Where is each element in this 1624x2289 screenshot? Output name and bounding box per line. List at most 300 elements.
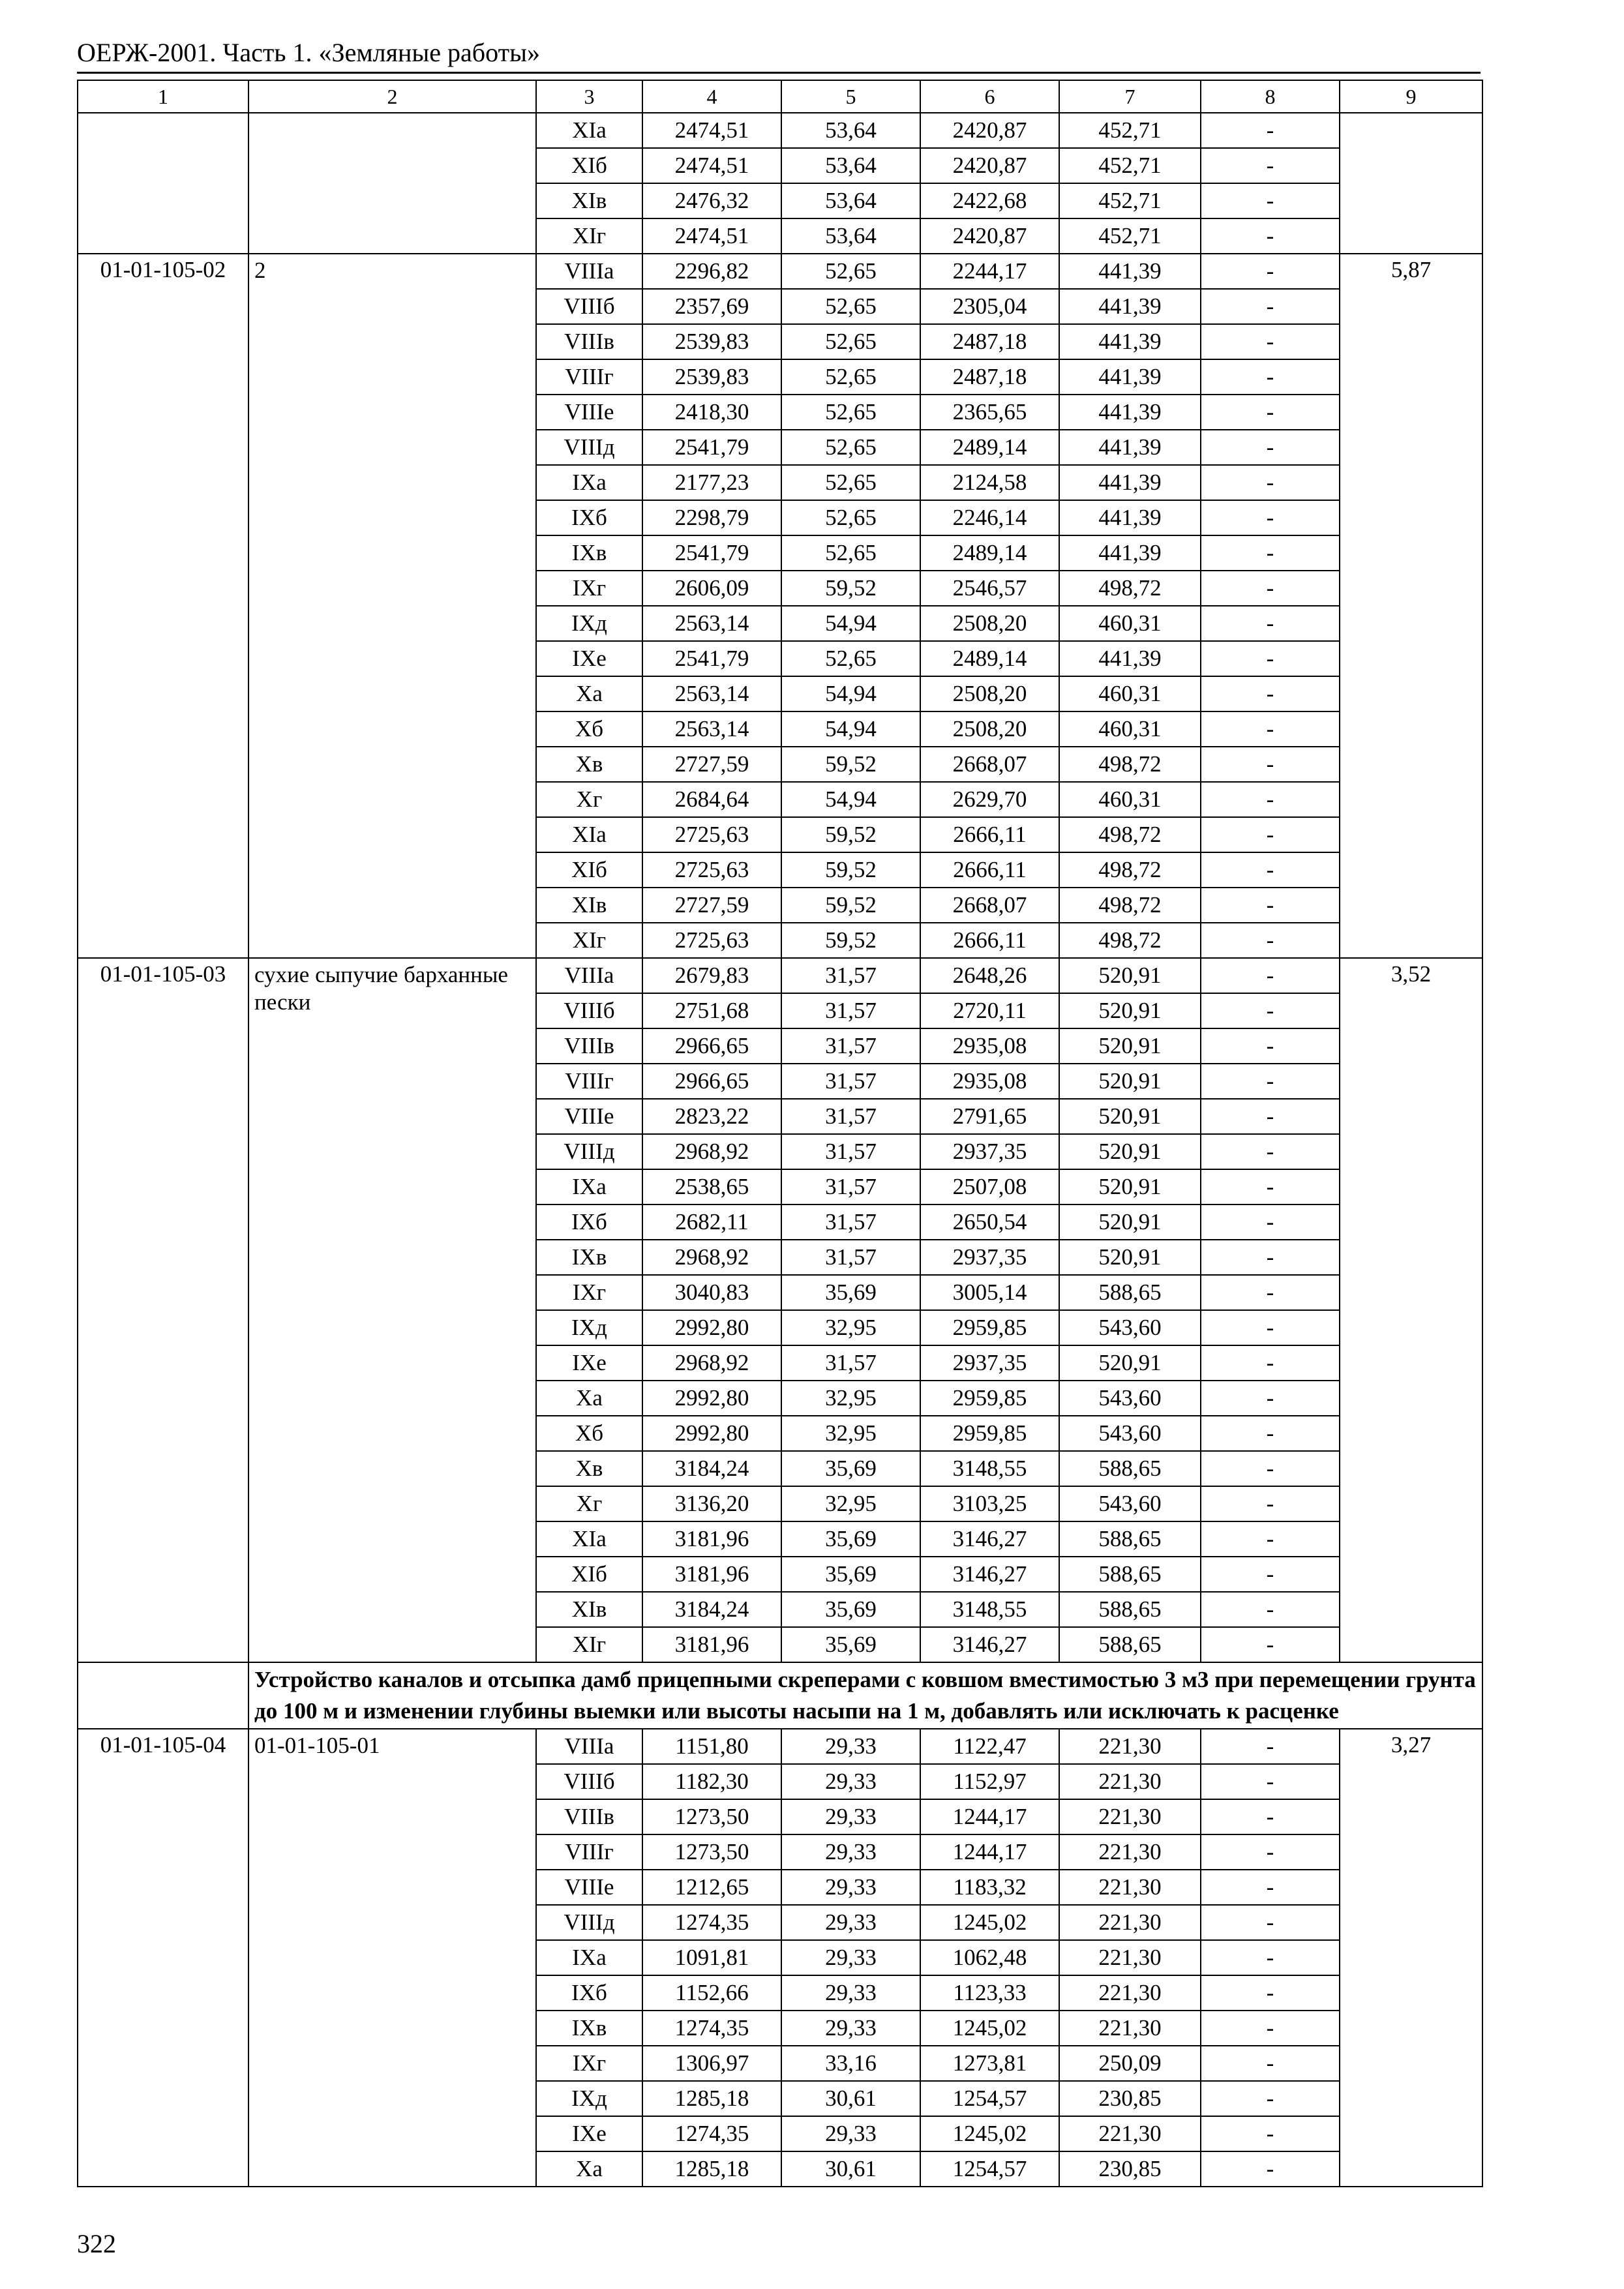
table-cell: 3181,96 (642, 1557, 781, 1592)
rate-name: 2 (248, 254, 536, 958)
table-cell: - (1201, 218, 1340, 254)
table-cell: - (1201, 1729, 1340, 1764)
table-cell: 31,57 (781, 993, 920, 1028)
table-cell: IXд (536, 1310, 642, 1345)
table-cell: 52,65 (781, 395, 920, 430)
table-cell: XIв (536, 183, 642, 218)
table-cell: 452,71 (1059, 113, 1201, 148)
table-cell: 441,39 (1059, 430, 1201, 465)
table-cell: 1254,57 (920, 2151, 1059, 2187)
column-number: 5 (781, 80, 920, 113)
table-cell: 2668,07 (920, 888, 1059, 923)
table-cell: 498,72 (1059, 852, 1201, 888)
table-cell: 29,33 (781, 2116, 920, 2151)
table-cell: 31,57 (781, 1028, 920, 1064)
table-cell: IXа (536, 465, 642, 500)
table-cell: - (1201, 1905, 1340, 1940)
table-cell: 498,72 (1059, 747, 1201, 782)
section-heading: Устройство каналов и отсыпка дамб прицепными скреперами с ковшом вместимостью 3 м3 при перемещении грунта до 100 м и изменении глубины выемки или высоты насыпи на 1 м, добавлять или исключать к расценке (248, 1662, 1482, 1729)
table-cell: 2508,20 (920, 676, 1059, 711)
table-cell: VIIIб (536, 993, 642, 1028)
table-cell: 2679,83 (642, 958, 781, 993)
table-cell: 2422,68 (920, 183, 1059, 218)
table-cell: - (1201, 993, 1340, 1028)
table-cell: 31,57 (781, 1134, 920, 1169)
table-cell: 2563,14 (642, 606, 781, 641)
table-cell: 1273,50 (642, 1799, 781, 1834)
table-cell: 1062,48 (920, 1940, 1059, 1975)
table-cell: 2968,92 (642, 1134, 781, 1169)
table-cell: 441,39 (1059, 289, 1201, 324)
table-cell: 2489,14 (920, 641, 1059, 676)
table-cell: XIа (536, 1521, 642, 1557)
table-cell: 221,30 (1059, 1834, 1201, 1870)
table-cell: 30,61 (781, 2151, 920, 2187)
table-cell: 1273,81 (920, 2046, 1059, 2081)
table-cell: 1182,30 (642, 1764, 781, 1799)
table-cell: - (1201, 1169, 1340, 1204)
table-cell: - (1201, 1451, 1340, 1486)
table-cell: 520,91 (1059, 1099, 1201, 1134)
table-cell: 54,94 (781, 711, 920, 747)
table-cell: 52,65 (781, 289, 920, 324)
table-cell: 2668,07 (920, 747, 1059, 782)
table-cell: - (1201, 958, 1340, 993)
table-cell: 54,94 (781, 676, 920, 711)
table-cell: 520,91 (1059, 958, 1201, 993)
table-cell: - (1201, 888, 1340, 923)
header-rule (77, 72, 1481, 74)
table-cell: 2541,79 (642, 535, 781, 571)
table-cell: 2508,20 (920, 711, 1059, 747)
table-cell: 588,65 (1059, 1275, 1201, 1310)
table-cell: 2563,14 (642, 676, 781, 711)
table-cell: 54,94 (781, 606, 920, 641)
table-cell: IXв (536, 1240, 642, 1275)
table-cell: 2418,30 (642, 395, 781, 430)
table-cell: Xа (536, 1381, 642, 1416)
table-cell: 35,69 (781, 1592, 920, 1627)
table-cell: 3181,96 (642, 1627, 781, 1662)
table-cell: 498,72 (1059, 888, 1201, 923)
table-cell: 2968,92 (642, 1240, 781, 1275)
table-cell: 2727,59 (642, 888, 781, 923)
table-cell: 1274,35 (642, 2116, 781, 2151)
table-cell: 230,85 (1059, 2081, 1201, 2116)
table-cell: 2751,68 (642, 993, 781, 1028)
table-cell: Xа (536, 2151, 642, 2187)
table-cell: 2992,80 (642, 1310, 781, 1345)
table-cell: - (1201, 1099, 1340, 1134)
table-cell: XIг (536, 1627, 642, 1662)
table-cell: - (1201, 1381, 1340, 1416)
table-cell: 2305,04 (920, 289, 1059, 324)
table-cell: 35,69 (781, 1451, 920, 1486)
table-cell: 2420,87 (920, 113, 1059, 148)
table-cell: 2296,82 (642, 254, 781, 289)
table-cell: - (1201, 1345, 1340, 1381)
rate-coefficient (1340, 113, 1482, 254)
table-row (78, 113, 1482, 148)
table-cell: - (1201, 2151, 1340, 2187)
table-cell: 1091,81 (642, 1940, 781, 1975)
table-cell: 498,72 (1059, 571, 1201, 606)
table-cell: - (1201, 324, 1340, 359)
table-cell: - (1201, 1028, 1340, 1064)
table-cell: IXг (536, 571, 642, 606)
table-cell: - (1201, 289, 1340, 324)
rate-name: сухие сыпучие барханные пески (248, 958, 536, 1662)
column-number: 7 (1059, 80, 1201, 113)
table-cell: - (1201, 606, 1340, 641)
table-cell: IXб (536, 1975, 642, 2011)
table-cell: 441,39 (1059, 641, 1201, 676)
table-cell: 29,33 (781, 1905, 920, 1940)
table-cell: 1152,66 (642, 1975, 781, 2011)
table-cell: IXг (536, 1275, 642, 1310)
table-cell: 52,65 (781, 359, 920, 395)
table-cell: Xб (536, 1416, 642, 1451)
table-cell: 3146,27 (920, 1557, 1059, 1592)
table-cell: 3136,20 (642, 1486, 781, 1521)
table-cell: VIIIа (536, 958, 642, 993)
table-cell: VIIIб (536, 1764, 642, 1799)
table-cell: 2791,65 (920, 1099, 1059, 1134)
table-cell: 32,95 (781, 1416, 920, 1451)
table-cell: 59,52 (781, 747, 920, 782)
table-cell: 441,39 (1059, 254, 1201, 289)
table-cell: - (1201, 676, 1340, 711)
table-cell: 29,33 (781, 1834, 920, 1870)
table-cell: - (1201, 1557, 1340, 1592)
table-cell: - (1201, 747, 1340, 782)
table-cell: Xа (536, 676, 642, 711)
column-number: 8 (1201, 80, 1340, 113)
rate-coefficient: 3,52 (1340, 958, 1482, 1662)
table-cell: 29,33 (781, 1729, 920, 1764)
table-cell: 35,69 (781, 1521, 920, 1557)
table-cell: - (1201, 1240, 1340, 1275)
table-cell: 2966,65 (642, 1064, 781, 1099)
table-cell: - (1201, 359, 1340, 395)
table-cell: 2992,80 (642, 1381, 781, 1416)
table-cell: 520,91 (1059, 1345, 1201, 1381)
table-cell: 52,65 (781, 641, 920, 676)
table-cell: 2666,11 (920, 923, 1059, 958)
table-cell: 1285,18 (642, 2081, 781, 2116)
table-cell: 520,91 (1059, 993, 1201, 1028)
table-cell: 54,94 (781, 782, 920, 817)
table-cell: 230,85 (1059, 2151, 1201, 2187)
table-cell: 2539,83 (642, 324, 781, 359)
table-cell: 2606,09 (642, 571, 781, 606)
table-cell: 452,71 (1059, 183, 1201, 218)
table-cell: VIIIв (536, 1799, 642, 1834)
table-cell: XIв (536, 888, 642, 923)
table-cell: 31,57 (781, 1064, 920, 1099)
table-cell: 31,57 (781, 1240, 920, 1275)
table-cell: 588,65 (1059, 1592, 1201, 1627)
table-cell: 29,33 (781, 1975, 920, 2011)
section-heading-spacer (78, 1662, 248, 1729)
table-cell: 53,64 (781, 218, 920, 254)
table-cell: - (1201, 465, 1340, 500)
table-cell: 543,60 (1059, 1310, 1201, 1345)
table-cell: - (1201, 1799, 1340, 1834)
table-cell: XIб (536, 148, 642, 183)
table-cell: 2489,14 (920, 430, 1059, 465)
table-cell: 452,71 (1059, 218, 1201, 254)
table-cell: 2298,79 (642, 500, 781, 535)
table-cell: 2474,51 (642, 113, 781, 148)
table-cell: 2823,22 (642, 1099, 781, 1134)
table-cell: 1273,50 (642, 1834, 781, 1870)
column-number: 9 (1340, 80, 1482, 113)
table-cell: - (1201, 254, 1340, 289)
table-cell: - (1201, 2011, 1340, 2046)
table-body (78, 80, 1482, 2187)
table-cell: - (1201, 1064, 1340, 1099)
page-number: 322 (77, 2229, 116, 2258)
table-cell: 2725,63 (642, 852, 781, 888)
table-cell: 29,33 (781, 1799, 920, 1834)
table-cell: 441,39 (1059, 535, 1201, 571)
table-cell: 32,95 (781, 1381, 920, 1416)
table-cell: 588,65 (1059, 1557, 1201, 1592)
table-cell: 35,69 (781, 1557, 920, 1592)
table-cell: 35,69 (781, 1627, 920, 1662)
table-cell: 1274,35 (642, 1905, 781, 1940)
table-cell: 2420,87 (920, 218, 1059, 254)
table-cell: - (1201, 641, 1340, 676)
table-row (78, 1729, 1482, 1764)
table-cell: 2629,70 (920, 782, 1059, 817)
table-cell: 2937,35 (920, 1134, 1059, 1169)
table-cell: 2650,54 (920, 1204, 1059, 1240)
table-cell: 520,91 (1059, 1204, 1201, 1240)
table-cell: 520,91 (1059, 1028, 1201, 1064)
table-cell: VIIIд (536, 1134, 642, 1169)
table-cell: 35,69 (781, 1275, 920, 1310)
table-cell: - (1201, 1521, 1340, 1557)
table-cell: - (1201, 1592, 1340, 1627)
table-cell: VIIIг (536, 1834, 642, 1870)
table-cell: 1122,47 (920, 1729, 1059, 1764)
table-cell: 2244,17 (920, 254, 1059, 289)
table-cell: 2959,85 (920, 1416, 1059, 1451)
table-cell: VIIIа (536, 254, 642, 289)
table-cell: IXе (536, 2116, 642, 2151)
rate-name: 01-01-105-01 (248, 1729, 536, 2187)
table-cell: - (1201, 1416, 1340, 1451)
table-cell: VIIIд (536, 1905, 642, 1940)
table-cell: 31,57 (781, 1099, 920, 1134)
table-cell: 1245,02 (920, 2116, 1059, 2151)
table-cell: 3184,24 (642, 1451, 781, 1486)
table-cell: - (1201, 923, 1340, 958)
table-cell: - (1201, 148, 1340, 183)
table-cell: 2487,18 (920, 324, 1059, 359)
table-cell: IXб (536, 1204, 642, 1240)
table-cell: 1306,97 (642, 2046, 781, 2081)
rate-name (248, 113, 536, 254)
table-cell: 2541,79 (642, 430, 781, 465)
table-cell: XIг (536, 218, 642, 254)
table-cell: 2357,69 (642, 289, 781, 324)
table-cell: 2935,08 (920, 1028, 1059, 1064)
table-cell: - (1201, 1310, 1340, 1345)
table-cell: 3181,96 (642, 1521, 781, 1557)
table-cell: - (1201, 2116, 1340, 2151)
table-cell: - (1201, 2046, 1340, 2081)
table-cell: - (1201, 817, 1340, 852)
table-cell: VIIIг (536, 1064, 642, 1099)
table-cell: VIIIб (536, 289, 642, 324)
table-cell: 52,65 (781, 430, 920, 465)
table-cell: VIIIе (536, 1099, 642, 1134)
table-cell: 460,31 (1059, 676, 1201, 711)
table-cell: 2476,32 (642, 183, 781, 218)
table-cell: IXа (536, 1940, 642, 1975)
table-cell: 221,30 (1059, 1975, 1201, 2011)
table-cell: XIа (536, 817, 642, 852)
table-cell: 32,95 (781, 1310, 920, 1345)
table-cell: 29,33 (781, 2011, 920, 2046)
table-cell: 52,65 (781, 254, 920, 289)
table-cell: - (1201, 395, 1340, 430)
table-cell: 52,65 (781, 465, 920, 500)
table-cell: 2959,85 (920, 1310, 1059, 1345)
rate-code: 01-01-105-03 (78, 958, 248, 1662)
table-cell: 2937,35 (920, 1345, 1059, 1381)
table-cell: 2489,14 (920, 535, 1059, 571)
page-header-title: ОЕРЖ-2001. Часть 1. «Земляные работы» (77, 38, 540, 67)
table-cell: - (1201, 711, 1340, 747)
table-cell: 543,60 (1059, 1416, 1201, 1451)
table-cell: - (1201, 1940, 1340, 1975)
table-cell: 2682,11 (642, 1204, 781, 1240)
table-cell: 460,31 (1059, 606, 1201, 641)
table-cell: 1183,32 (920, 1870, 1059, 1905)
table-cell: 2666,11 (920, 852, 1059, 888)
table-cell: 2541,79 (642, 641, 781, 676)
column-number: 2 (248, 80, 536, 113)
table-cell: VIIIе (536, 395, 642, 430)
table-cell: 2124,58 (920, 465, 1059, 500)
table-cell: XIб (536, 1557, 642, 1592)
table-cell: 543,60 (1059, 1381, 1201, 1416)
table-cell: 2420,87 (920, 148, 1059, 183)
table-cell: - (1201, 1627, 1340, 1662)
table-cell: 2246,14 (920, 500, 1059, 535)
table-cell: 588,65 (1059, 1627, 1201, 1662)
table-cell: Xв (536, 1451, 642, 1486)
table-cell: XIв (536, 1592, 642, 1627)
table-cell: 1245,02 (920, 1905, 1059, 1940)
table-cell: VIIIд (536, 430, 642, 465)
table-cell: 2725,63 (642, 923, 781, 958)
rate-coefficient: 5,87 (1340, 254, 1482, 958)
table-cell: 53,64 (781, 113, 920, 148)
table-cell: 1152,97 (920, 1764, 1059, 1799)
table-cell: 59,52 (781, 571, 920, 606)
table-cell: Xг (536, 782, 642, 817)
table-cell: XIг (536, 923, 642, 958)
table-cell: 221,30 (1059, 1799, 1201, 1834)
table-cell: - (1201, 2081, 1340, 2116)
rate-code: 01-01-105-04 (78, 1729, 248, 2187)
table-cell: 520,91 (1059, 1169, 1201, 1204)
table-cell: 2959,85 (920, 1381, 1059, 1416)
table-cell: 2720,11 (920, 993, 1059, 1028)
table-cell: 52,65 (781, 324, 920, 359)
table-cell: 1212,65 (642, 1870, 781, 1905)
table-cell: 1244,17 (920, 1834, 1059, 1870)
table-cell: 53,64 (781, 148, 920, 183)
table-cell: 2365,65 (920, 395, 1059, 430)
table-cell: 53,64 (781, 183, 920, 218)
table-cell: 2507,08 (920, 1169, 1059, 1204)
table-cell: 33,16 (781, 2046, 920, 2081)
table-cell: 460,31 (1059, 711, 1201, 747)
table-cell: - (1201, 852, 1340, 888)
table-cell: 543,60 (1059, 1486, 1201, 1521)
table-cell: - (1201, 1275, 1340, 1310)
rate-coefficient: 3,27 (1340, 1729, 1482, 2187)
table-cell: 2487,18 (920, 359, 1059, 395)
table-row (78, 958, 1482, 993)
column-number: 6 (920, 80, 1059, 113)
rate-code (78, 113, 248, 254)
table-cell: 2992,80 (642, 1416, 781, 1451)
table-cell: 2725,63 (642, 817, 781, 852)
table-cell: 441,39 (1059, 395, 1201, 430)
table-cell: 2474,51 (642, 218, 781, 254)
table-cell: 2966,65 (642, 1028, 781, 1064)
table-cell: 52,65 (781, 535, 920, 571)
table-cell: 2937,35 (920, 1240, 1059, 1275)
table-cell: 221,30 (1059, 2011, 1201, 2046)
table-cell: 2546,57 (920, 571, 1059, 606)
section-heading-row (78, 1662, 1482, 1729)
table-cell: - (1201, 1764, 1340, 1799)
table-cell: IXб (536, 500, 642, 535)
table-cell: 520,91 (1059, 1064, 1201, 1099)
table-cell: VIIIг (536, 359, 642, 395)
table-cell: 3103,25 (920, 1486, 1059, 1521)
table-cell: Xв (536, 747, 642, 782)
table-cell: 221,30 (1059, 1764, 1201, 1799)
table-cell: 498,72 (1059, 817, 1201, 852)
table-cell: XIа (536, 113, 642, 148)
table-cell: 1123,33 (920, 1975, 1059, 2011)
rates-table (77, 80, 1483, 2187)
table-cell: 1244,17 (920, 1799, 1059, 1834)
table-cell: 1274,35 (642, 2011, 781, 2046)
column-number-row (78, 80, 1482, 113)
table-cell: 3040,83 (642, 1275, 781, 1310)
table-cell: 3148,55 (920, 1592, 1059, 1627)
table-cell: Xб (536, 711, 642, 747)
table-cell: 441,39 (1059, 500, 1201, 535)
table-cell: 59,52 (781, 852, 920, 888)
table-cell: 588,65 (1059, 1521, 1201, 1557)
table-cell: - (1201, 782, 1340, 817)
table-cell: XIб (536, 852, 642, 888)
table-cell: 588,65 (1059, 1451, 1201, 1486)
table-cell: 441,39 (1059, 359, 1201, 395)
table-cell: - (1201, 1870, 1340, 1905)
